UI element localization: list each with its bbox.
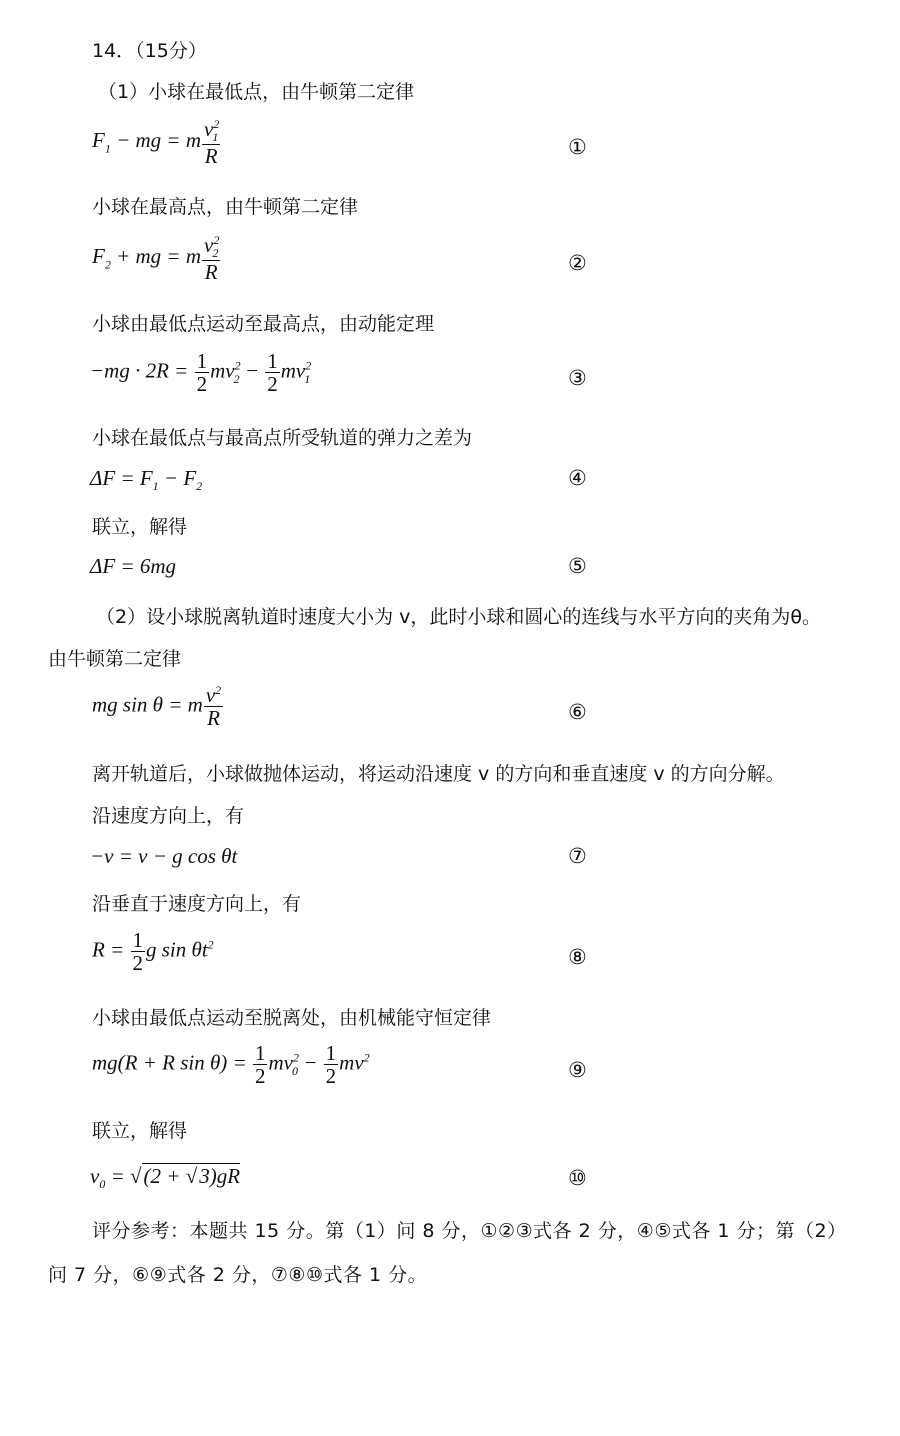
equation-9: mg(R + R sin θ) = $\frac{1}{2}$ $mv^2_0$ − $\frac{1}{2}$ $mv^2$	[92, 1041, 370, 1089]
step-mech-text: 小球由最低点运动至脱离处，由机械能守恒定律	[92, 1007, 492, 1029]
equation-1: $F_1$ − mg = m $\frac{v^2_1}{R}$	[92, 117, 220, 168]
equation-marker-10: ⑩	[568, 1166, 587, 1190]
equation-7: −v = v − g cos θt	[90, 844, 238, 868]
equation-5: ΔF = 6mg	[90, 554, 176, 578]
scoring-line-1: 评分参考：本题共 15 分。第（1）问 8 分，①②③式各 2 分，④⑤式各 1 分；第（2）	[92, 1220, 847, 1242]
part2-line-1: （2）设小球脱离轨道时速度大小为 v，此时小球和圆心的连线与水平方向的夹角为θ。	[96, 606, 821, 628]
equation-marker-7: ⑦	[568, 844, 587, 868]
step-energy-text: 小球由最低点运动至最高点，由动能定理	[92, 313, 435, 335]
equation-marker-4: ④	[568, 466, 587, 490]
equation-4: $\Delta F = F_1 - F_2$	[90, 466, 203, 494]
step-diff-text: 小球在最低点与最高点所受轨道的弹力之差为	[92, 427, 473, 449]
solve-text-2: 联立，解得	[92, 1120, 188, 1142]
step-projectile-text: 离开轨道后，小球做抛体运动，将运动沿速度 v 的方向和垂直速度 v 的方向分解。	[92, 763, 785, 785]
problem-header: 14．（15分）	[92, 40, 207, 62]
solve-text-1: 联立，解得	[92, 516, 188, 538]
equation-10: $v_0 = √(2 + √3)gR$	[90, 1164, 241, 1192]
step-top-text: 小球在最高点，由牛顿第二定律	[92, 196, 359, 218]
scoring-line-2: 问 7 分，⑥⑨式各 2 分，⑦⑧⑩式各 1 分。	[48, 1264, 428, 1286]
step-along-text: 沿速度方向上，有	[92, 805, 245, 827]
equation-marker-6: ⑥	[568, 700, 587, 724]
equation-marker-8: ⑧	[568, 945, 587, 969]
part1-intro: （1）小球在最低点，由牛顿第二定律	[98, 81, 415, 103]
part2-line-2: 由牛顿第二定律	[48, 648, 182, 670]
step-perp-text: 沿垂直于速度方向上，有	[92, 893, 302, 915]
equation-marker-1: ①	[568, 135, 587, 159]
equation-marker-3: ③	[568, 366, 587, 390]
equation-marker-9: ⑨	[568, 1058, 587, 1082]
equation-2: $F_2$ + mg = m $\frac{v^2_2}{R}$	[92, 233, 220, 284]
equation-marker-5: ⑤	[568, 554, 587, 578]
equation-3: −mg · 2R = $\frac{1}{2}$ $mv^2_2$ − $\frac{1}{2}$ $mv^2_1$	[90, 349, 312, 397]
equation-8: R = $\frac{1}{2}$ g $\sin \theta t^2$	[92, 928, 214, 976]
equation-6: mg sin θ = m $\frac{v^2}{R}$	[92, 683, 222, 731]
equation-marker-2: ②	[568, 251, 587, 275]
